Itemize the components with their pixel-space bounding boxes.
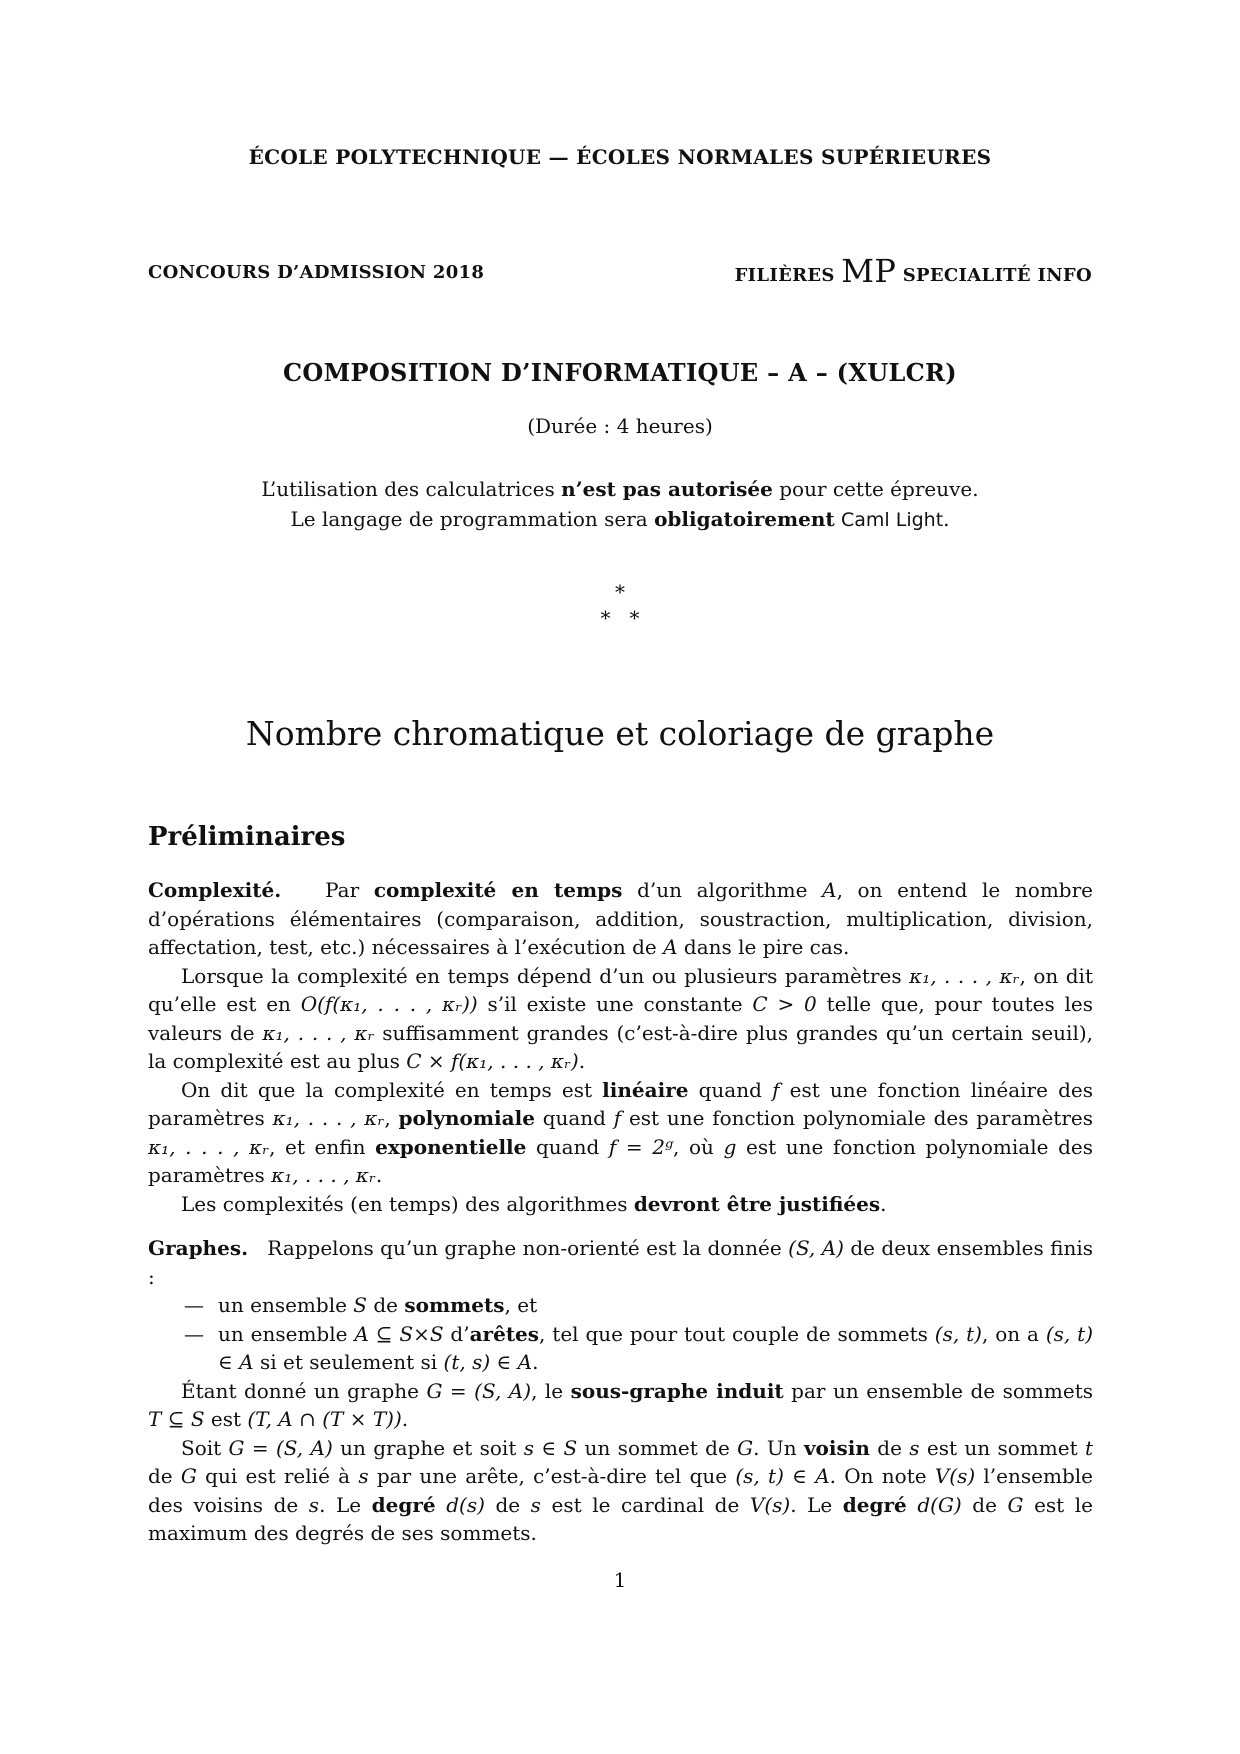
complexite-p2: Lorsque la complexité en temps dépend d’un ou plusieurs paramètres κ₁, . . . , κᵣ, on dit qu’elle est en O(f(κ₁, . . . , κᵣ)) s’il existe une constante C > 0 telle que, pour toutes les valeurs de κ₁, . . . , κᵣ suffisamment grandes (c’est-à-dire plus grandes qu’un certain seuil), la complexité est au plus C × f(κ₁, . . . , κᵣ). bbox=[148, 963, 1094, 1073]
graphes-intro: Graphes. Rappelons qu’un graphe non-orienté est la donnée (S, A) de deux ensembles finis : bbox=[148, 1236, 1093, 1289]
complexite-p1: Complexité. Par complexité en temps d’un algorithme A, on entend le nombre d’opérations élémentaires (comparaison, addition, soustraction, multiplication, division, affectation, test, etc.) nécessaires à l’exécution de A dans le pire cas. bbox=[148, 878, 1093, 959]
duration: (Durée : 4 heures) bbox=[527, 414, 713, 438]
language-notice: Le langage de programmation sera obligatoirement Caml Light. bbox=[290, 507, 950, 531]
filieres-prefix: FILIÈRES bbox=[734, 265, 835, 286]
graphes-item-1: — un ensemble S de sommets, et bbox=[148, 1291, 1093, 1320]
filieres-suffix: SPECIALITÉ INFO bbox=[902, 265, 1092, 286]
graphes-item-2: — un ensemble A ⊆ S×S d’arêtes, tel que pour tout couple de sommets (s, t), on a (s, t) ∈ A si et seulement si (t, s) ∈ A. bbox=[184, 1321, 1094, 1374]
star-bottom: * * bbox=[600, 606, 640, 630]
graphes-block bbox=[148, 1234, 1093, 1548]
complexite-heading: Complexité. bbox=[148, 878, 282, 902]
dash-bullet: — bbox=[184, 1293, 204, 1317]
composition-title: COMPOSITION D’INFORMATIQUE – A – (XULCR) bbox=[283, 358, 957, 387]
complexite-block bbox=[148, 876, 1093, 1218]
page-number: 1 bbox=[613, 1568, 627, 1592]
complexite-p4: Les complexités (en temps) des algorithmes devront être justifiées. bbox=[181, 1191, 887, 1216]
graphes-p2: Étant donné un graphe G = (S, A), le sous-graphe induit par un ensemble de sommets T ⊆ S est (T, A ∩ (T × T)). bbox=[148, 1378, 1093, 1431]
complexite-p3: On dit que la complexité en temps est linéaire quand f est une fonction linéaire des paramètres κ₁, . . . , κᵣ, polynomiale quand f est une fonction polynomiale des paramètres κ₁, . . . , κᵣ, et enfin exponentielle quand f = 2ᵍ, où g est une fonction polynomiale des paramètres κ₁, . . . , κᵣ. bbox=[148, 1077, 1094, 1187]
section-title: Préliminaires bbox=[148, 822, 346, 852]
concours-label: CONCOURS D’ADMISSION 2018 bbox=[148, 262, 485, 283]
graphes-heading: Graphes. bbox=[148, 1236, 249, 1260]
calculator-notice: L’utilisation des calculatrices n’est pas autorisée pour cette épreuve. bbox=[261, 477, 979, 501]
filieres-mp: MP bbox=[841, 252, 897, 290]
graphes-p3: Soit G = (S, A) un graphe et soit s ∈ S un sommet de G. Un voisin de s est un sommet t de G qui est relié à s par une arête, c’est-à-dire tel que (s, t) ∈ A. On note V(s) l’ensemble des voisins de s. Le degré d(s) de s est le cardinal de V(s). Le degré d(G) de G est le maximum des degrés de ses sommets. bbox=[148, 1435, 1094, 1545]
dash-bullet: — bbox=[184, 1321, 204, 1346]
filieres-label bbox=[735, 252, 1092, 290]
document-title: Nombre chromatique et coloriage de graphe bbox=[245, 714, 995, 753]
institution-header: ÉCOLE POLYTECHNIQUE — ÉCOLES NORMALES SUPÉRIEURES bbox=[248, 145, 992, 169]
star-top: * bbox=[615, 580, 625, 604]
